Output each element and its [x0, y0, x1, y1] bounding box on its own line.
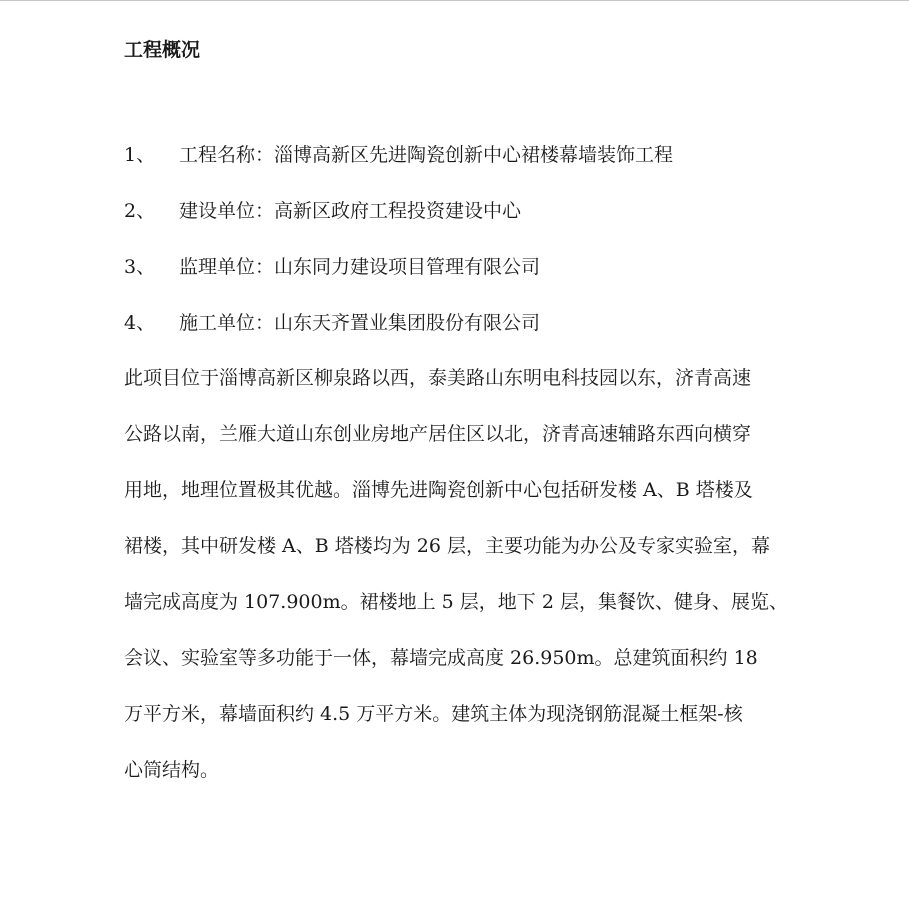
info-item-text: 工程名称：淄博高新区先进陶瓷创新中心裙楼幕墙装饰工程 [179, 144, 674, 166]
info-item-project-name [124, 140, 673, 196]
info-item-number: 2、 [124, 200, 156, 222]
paragraph-line: 此项目位于淄博高新区柳泉路以西，泰美路山东明电科技园以东，济青高速 [124, 367, 752, 389]
paragraph-line: 用地，地理位置极其优越。淄博先进陶瓷创新中心包括研发楼 A、B 塔楼及 [124, 479, 753, 501]
info-item-supervisor [124, 252, 673, 308]
project-info-list [124, 140, 673, 364]
info-item-number: 1、 [124, 144, 156, 166]
project-description-paragraph [124, 363, 830, 811]
info-item-text: 施工单位：山东天齐置业集团股份有限公司 [179, 312, 541, 334]
paragraph-line: 裙楼，其中研发楼 A、B 塔楼均为 26 层，主要功能为办公及专家实验室，幕 [124, 535, 771, 557]
info-item-number: 3、 [124, 256, 156, 278]
info-item-number: 4、 [124, 312, 156, 334]
info-item-contractor [124, 308, 673, 364]
info-item-text: 监理单位：山东同力建设项目管理有限公司 [179, 256, 541, 278]
paragraph-line: 墙完成高度为 107.900m。裙楼地上 5 层，地下 2 层，集餐饮、健身、展览、 [124, 591, 788, 613]
paragraph-line: 万平方米，幕墙面积约 4.5 万平方米。建筑主体为现浇钢筋混凝土框架-核 [124, 703, 743, 725]
info-item-owner [124, 196, 673, 252]
paragraph-line: 公路以南，兰雁大道山东创业房地产居住区以北，济青高速辅路东西向横穿 [124, 423, 752, 445]
section-heading: 工程概况 [124, 39, 201, 61]
info-item-text: 建设单位：高新区政府工程投资建设中心 [179, 200, 522, 222]
paragraph-line: 心筒结构。 [124, 759, 220, 781]
paragraph-line: 会议、实验室等多功能于一体，幕墙完成高度 26.950m。总建筑面积约 18 [124, 647, 758, 669]
